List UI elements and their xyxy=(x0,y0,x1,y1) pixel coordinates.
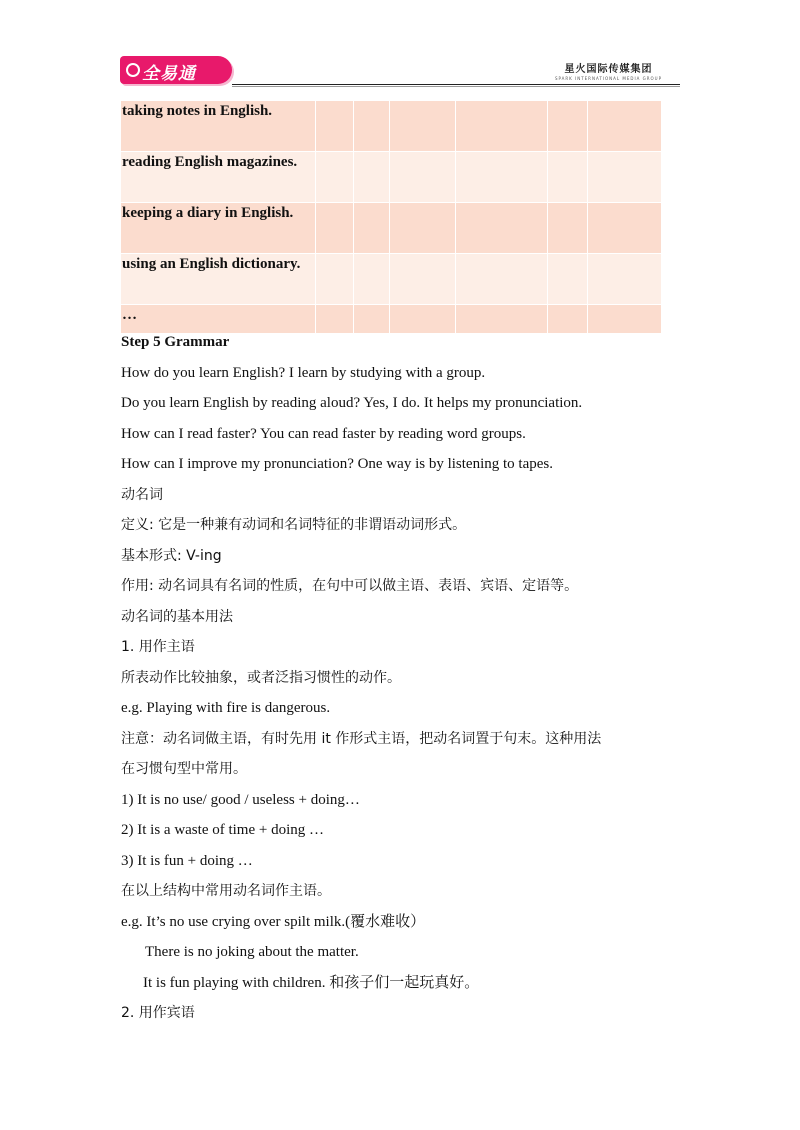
table-cell xyxy=(390,203,456,254)
table-cell xyxy=(548,101,588,152)
table-cell xyxy=(588,152,662,203)
table-cell xyxy=(354,203,390,254)
brand-name-en: SPARK INTERNATIONAL MEDIA GROUP xyxy=(554,76,662,81)
usage2-heading: 2. 用作宾语 xyxy=(121,1005,195,1021)
gerund-basic-form: 基本形式: V-ing xyxy=(121,547,222,564)
table-cell xyxy=(456,203,548,254)
table-row xyxy=(121,101,662,152)
table-cell xyxy=(588,203,662,254)
example-2: There is no joking about the matter. xyxy=(145,944,359,960)
table-row-label: reading English magazines. xyxy=(121,152,316,203)
usage1-heading: 1. 用作主语 xyxy=(121,639,195,655)
usage-heading: 动名词的基本用法 xyxy=(121,608,233,625)
usage1-example: e.g. Playing with fire is dangerous. xyxy=(121,700,331,716)
example-sentence: How do you learn English? I learn by studying with a group. xyxy=(121,364,486,381)
gerund-heading: 动名词 xyxy=(121,486,163,503)
logo-text: 全易通 xyxy=(142,64,196,83)
gerund-function: 作用: 动名词具有名词的性质，在句中可以做主语、表语、宾语、定语等。 xyxy=(121,578,579,594)
pattern-note: 在以上结构中常用动名词作主语。 xyxy=(121,883,331,899)
example-sentence: Do you learn English by reading aloud? Yes, I do. It helps my pronunciation. xyxy=(121,395,583,411)
table-cell xyxy=(456,152,548,203)
table-cell xyxy=(588,101,662,152)
table-row xyxy=(121,152,662,203)
table-cell xyxy=(316,152,354,203)
header-divider-secondary xyxy=(232,86,680,87)
table-row-label: using an English dictionary. xyxy=(121,254,316,305)
table-row-label: … xyxy=(121,305,316,334)
note-line-2: 在习惯句型中常用。 xyxy=(121,761,247,777)
table-cell xyxy=(456,101,548,152)
table-row xyxy=(121,254,662,305)
table-cell xyxy=(354,152,390,203)
brand xyxy=(555,60,662,81)
document-body xyxy=(121,327,691,1029)
table-cell xyxy=(316,101,354,152)
brand-name-cn: 星火国际传媒集团 xyxy=(564,64,653,75)
table-cell xyxy=(316,254,354,305)
table-row-label: taking notes in English. xyxy=(121,101,316,152)
example-sentence: How can I read faster? You can read faster by reading word groups. xyxy=(121,425,526,442)
step-title: Step 5 Grammar xyxy=(121,334,230,350)
table-row xyxy=(121,203,662,254)
usage1-description: 所表动作比较抽象，或者泛指习惯性的动作。 xyxy=(121,669,401,686)
table-cell xyxy=(456,254,548,305)
table-cell xyxy=(548,152,588,203)
table-cell xyxy=(588,254,662,305)
logo-icon xyxy=(126,63,140,77)
example-1: e.g. It’s no use crying over spilt milk.(覆水难收） xyxy=(121,913,426,930)
table-cell xyxy=(548,203,588,254)
pattern-3: 3) It is fun + doing … xyxy=(121,852,253,869)
gerund-definition: 定义: 它是一种兼有动词和名词特征的非谓语动词形式。 xyxy=(121,517,467,533)
table-cell xyxy=(390,152,456,203)
example-sentence: How can I improve my pronunciation? One way is by listening to tapes. xyxy=(121,456,553,472)
table-cell xyxy=(390,101,456,152)
table-row-label: keeping a diary in English. xyxy=(121,203,316,254)
table-cell xyxy=(548,254,588,305)
pattern-1: 1) It is no use/ good / useless + doing… xyxy=(121,791,360,808)
table-cell xyxy=(354,101,390,152)
example-3: It is fun playing with children. 和孩子们一起玩真好。 xyxy=(143,974,480,991)
logo xyxy=(120,56,232,84)
page-header xyxy=(120,56,680,88)
pattern-2: 2) It is a waste of time + doing … xyxy=(121,822,325,838)
table-cell xyxy=(390,254,456,305)
header-divider xyxy=(232,84,680,85)
table-cell xyxy=(354,254,390,305)
note-line-1: 注意：动名词做主语，有时先用 it 作形式主语，把动名词置于句末。这种用法 xyxy=(121,730,602,747)
survey-table xyxy=(120,100,662,334)
table-cell xyxy=(316,203,354,254)
